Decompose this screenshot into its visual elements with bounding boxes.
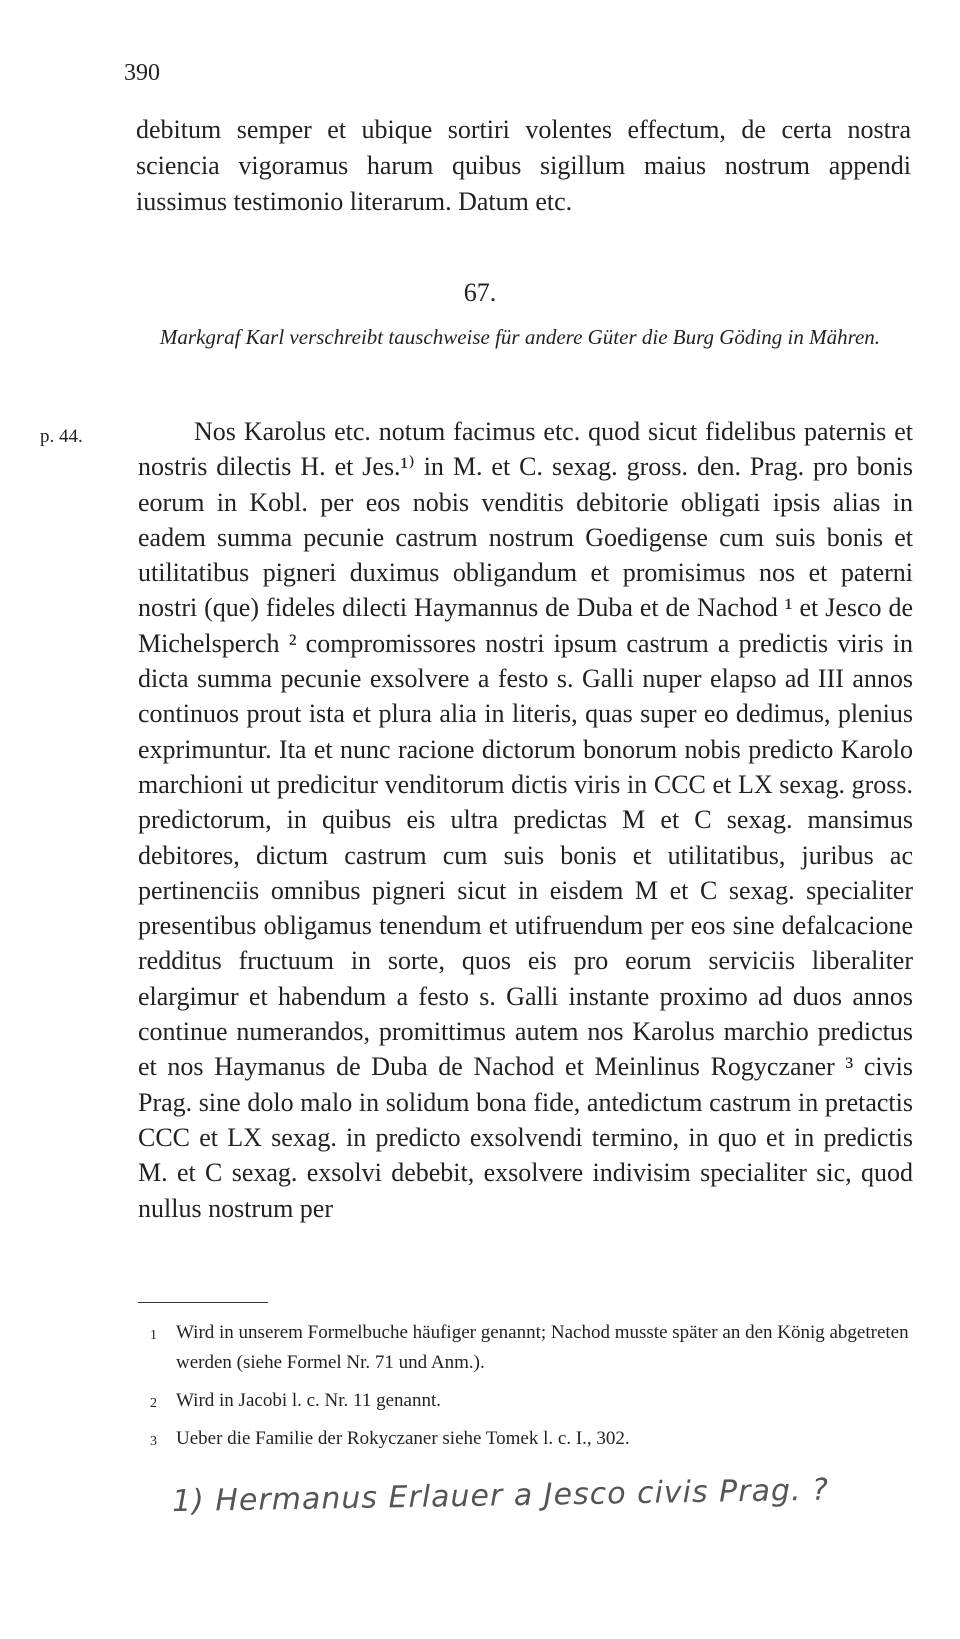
footnote-text: Wird in unserem Formelbuche häufiger genannt; Nachod musste später an den König abgetreten werden (siehe Formel Nr. 71 und Anm.). [176, 1322, 909, 1373]
footnote [150, 1386, 910, 1416]
footnote-number: 2 [150, 1396, 157, 1411]
document-number: 67. [463, 278, 497, 307]
footnote [150, 1424, 910, 1454]
document-body-text: Nos Karolus etc. notum facimus etc. quod sicut fidelibus paternis et nostris dilectis H. et Jes.¹⁾ in M. et C. sexag. gross. den. Prag. pro bonis eorum in Kobl. per eos nobis venditis debitorie obligati ipsis alias in eadem summa pecunie castrum nostrum Goedigense cum suis bonis et utilitatibus pigneri duximus obligandum et promisimus nos et paterni nostri (que) fideles dilecti Haymannus de Duba et de Nachod ¹ et Jesco de Michelsperch ² compromissores nostri ipsum castrum a predictis viris in dicta summa pecunie exsolvere a festo s. Galli nuper elapso ad III annos continuos prout ista et plura alia in literis, quas super eo dedimus, plenius exprimuntur. Ita et nunc racione dictorum bonorum nobis predicto Karolo marchioni ut predicitur venditorum dictis viris in CCC et LX sexag. gross. predictorum, in quibus eis ultra predictas M et C sexag. mansimus debitores, dictum castrum cum suis bonis et utilitatibus, juribus ac pertinenciis omnibus pigneri sicut in eisdem M et C sexag. specialiter presentibus obligamus tenendum et utifruendum per eos sine defalcacione redditus fructuum in sorte, quos eis pro eorum serviciis liberaliter elargimur et habendum a festo s. Galli instante proximo ad duos annos continue numerandos, promittimus autem nos Karolus marchio predictus et nos Haymanus de Duba de Nachod et Meinlinus Rogyczaner ³ civis Prag. sine dolo malo in solidum bona fide, antedictum castrum in pretactis CCC et LX sexag. in predicto exsolvendi termino, in quo et in predictis M. et C sexag. exsolvi debebit, exsolvere indivisim specialiter sic, quod nullus nostrum per [138, 417, 913, 1223]
footnote-number: 1 [150, 1328, 157, 1343]
margin-page-reference: p. 44. [40, 426, 83, 447]
footnotes [150, 1318, 910, 1462]
page-number: 390 [124, 60, 160, 86]
document-body [138, 414, 913, 1226]
footnote [150, 1318, 910, 1378]
footnote-text: Ueber die Familie der Rokyczaner siehe Tomek l. c. I., 302. [176, 1428, 630, 1449]
handwritten-annotation: 1) Hermanus Erlauer a Jesco civis Prag. ? [171, 1472, 830, 1520]
footnote-divider [138, 1302, 268, 1303]
footnote-number: 3 [150, 1434, 157, 1449]
footnote-text: Wird in Jacobi l. c. Nr. 11 genannt. [176, 1390, 441, 1411]
intro-paragraph: debitum semper et ubique sortiri volentes effectum, de certa nostra sciencia vigoramus harum quibus sigillum maius nostrum appendi iussimus testimonio literarum. Datum etc. [136, 115, 911, 216]
document-heading: Markgraf Karl verschreibt tauschweise für andere Güter die Burg Göding in Mähren. [159, 325, 881, 349]
